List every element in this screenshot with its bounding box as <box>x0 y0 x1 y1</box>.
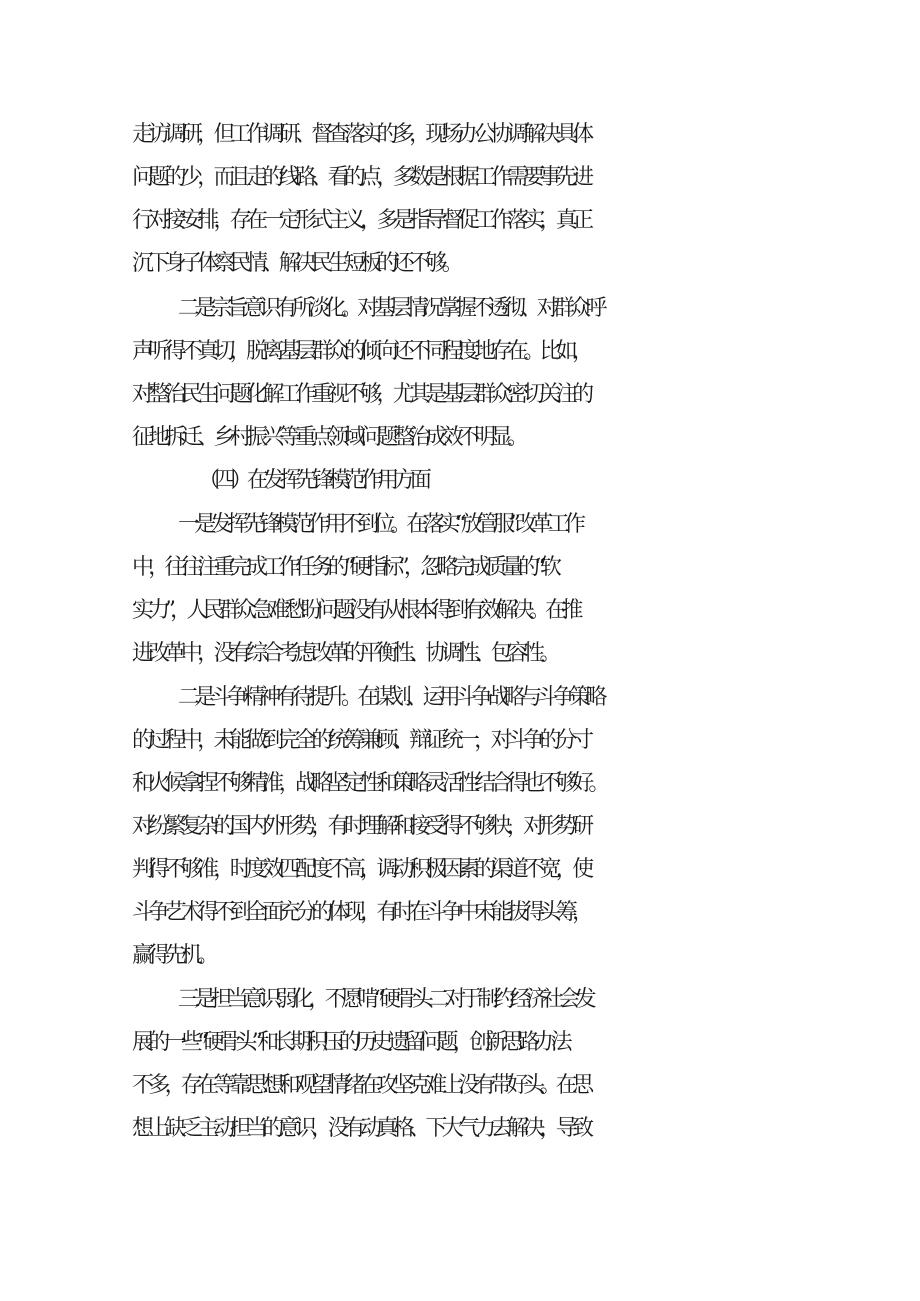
section-heading: （四）在发挥先锋模范作用方面 <box>198 468 427 493</box>
body-text-line: 判得不够准，时度效匹配度不高，调动积极因素的渠道不宽，使 <box>132 857 589 882</box>
body-text-line: 二是宗旨意识有所淡化。对基层情况掌握不透彻、对群众呼 <box>178 296 602 321</box>
body-text-line: 沉下身子体察民情、解决民生短板的还不够。 <box>132 251 459 276</box>
body-text-line: 想上缺乏主动担当的意识，没有动真格、下大气力去解决，导致 <box>132 1116 589 1141</box>
body-text-line: 斗争艺术得不到全面充分的体现，有时在斗争中未能拔得头筹， <box>132 900 589 925</box>
body-text-line: 二是斗争精神有待提升。在谋划、运用斗争战略与斗争策略 <box>178 685 602 710</box>
body-text-line: 走访调研，但工作调研、督查落实的多，现场办公协调解决具体 <box>132 122 589 147</box>
body-text-line: 和火候拿捏不够精准，战略坚定性和策略灵活性结合得也不够好。 <box>132 771 605 796</box>
body-text-line: 声听得不真切，脱离基层群众的倾向还不同程度地存在。比如， <box>132 339 589 364</box>
body-text-line: 不多，存在等靠思想和观望情绪在攻坚克难上没有带好头。在思 <box>132 1073 589 1098</box>
body-text-line: 一是发挥先锋模范作用不到位。在落实“放管服”改革工作 <box>178 512 581 537</box>
body-text-line: 对纷繁复杂的国内外形势，有时理解和接受得不够快，对形势研 <box>132 814 589 839</box>
body-text-line: 问题的少，而且走的线路、看的点，多数是根据工作需要事先进 <box>132 165 589 190</box>
body-text-line: 赢得先机。 <box>132 943 214 968</box>
body-text-line: 征地拆迁、乡村振兴等重点领域问题整治成效不明显。 <box>132 425 524 450</box>
body-text-line: 行对接安排，存在一定形式主义，多是指导督促工作落实，真正 <box>132 208 589 233</box>
body-text-line: 三是担当意识弱化，不愿啃“硬骨头二对于制约经济社会发 <box>178 987 592 1012</box>
body-text-line: 中，往往注重完成工作任务的“硬指标”，忽略完成质量的“软 <box>132 555 557 580</box>
body-text-line: 的过程中，未能做到完全的统筹兼顾、辩证统一，对斗争的分寸 <box>132 728 589 753</box>
body-text-line: 展的一些“硬骨头”和长期积压的历史遗留问题，创新思路办法 <box>132 1030 567 1055</box>
body-text-line: 进改革中，没有综合考虑改革的平衡性、协调性、包容性。 <box>132 641 556 666</box>
body-text-line: 对整治民生问题化解工作重视不够，尤其是基层群众密切关注的 <box>132 382 589 407</box>
body-text-line: 实力”，人民群众急难愁盼问题没有从根本得到有效解决。在推 <box>132 598 578 623</box>
